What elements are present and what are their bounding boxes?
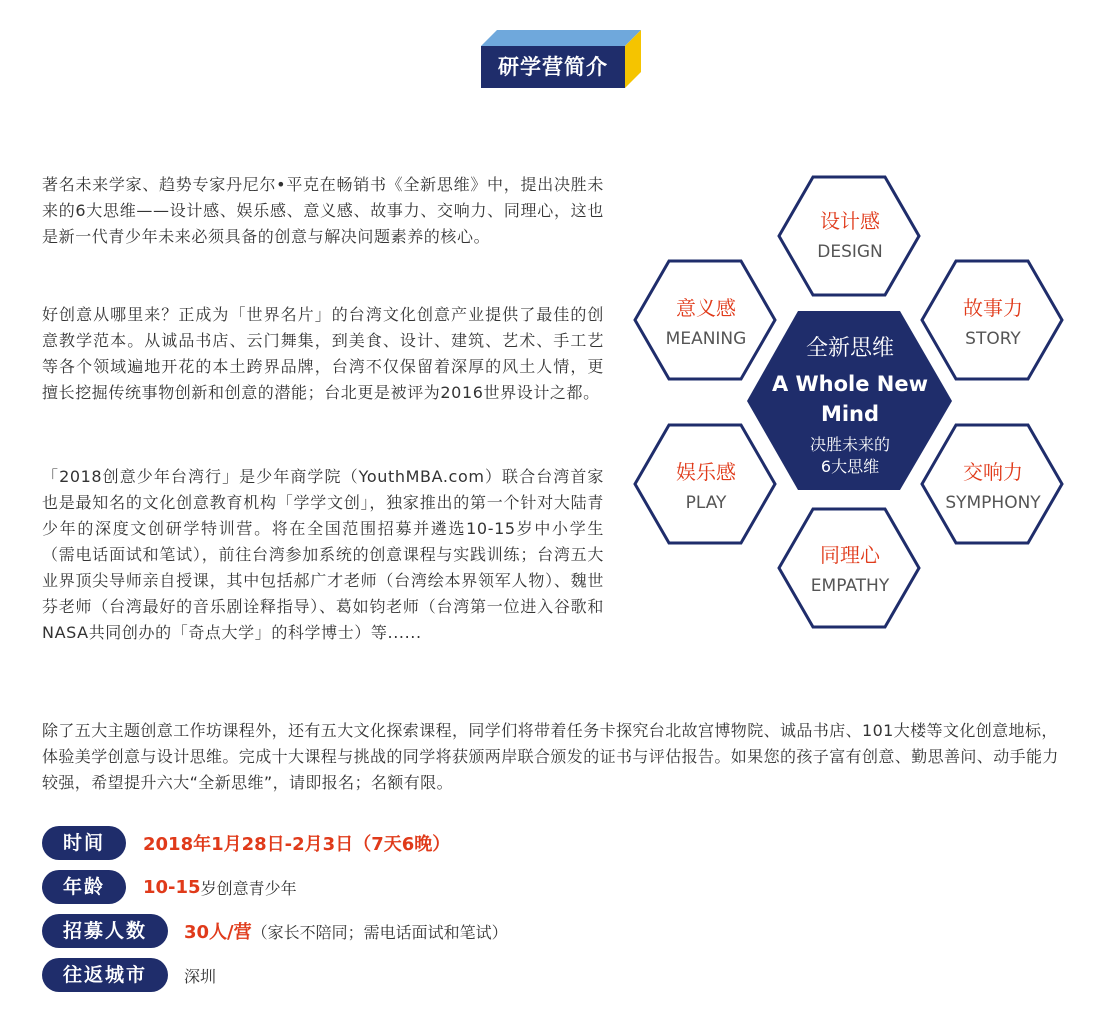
story-en-label: STORY: [965, 329, 1021, 349]
intro-paragraph-1: 著名未来学家、趋势专家丹尼尔•平克在畅销书《全新思维》中，提出决胜未来的6大思维——设计感、娱乐感、意义感、故事力、交响力、同理心，这也是新一代青少年未来必须具备的创意与解决问题素养的核心。: [42, 175, 604, 246]
info-row-city: [42, 958, 216, 992]
symphony-en-label: SYMPHONY: [945, 493, 1041, 513]
info-row-enrollment: [42, 914, 508, 948]
city-label-pill: 往返城市: [42, 958, 168, 992]
page-title: 研学营简介: [481, 46, 625, 88]
design-cn-label: 设计感: [820, 209, 880, 233]
whole-new-mind-diagram: [630, 170, 1070, 640]
time-value: 2018年1月28日-2月3日（7天6晚）: [143, 834, 451, 855]
center-en-line-1: A Whole New: [771, 372, 929, 396]
meaning-en-label: MEANING: [665, 329, 747, 349]
hex-play: [635, 425, 775, 543]
intro-paragraph-2: 好创意从哪里来？正成为「世界名片」的台湾文化创意产业提供了最佳的创意教学范本。从诚品书店、云门舞集，到美食、设计、建筑、艺术、手工艺等各个领域遍地开花的本土跨界品牌，台湾不仅保留着深厚的风土人情，更擅长挖掘传统事物创新和创意的潜能；台北更是被评为2016世界设计之都。: [42, 305, 604, 402]
intro-paragraph-4: 除了五大主题创意工作坊课程外，还有五大文化探索课程，同学们将带着任务卡探究台北故宫博物院、诚品书店、101大楼等文化创意地标，体验美学创意与设计思维。完成十大课程与挑战的同学将获颁两岸联合颁发的证书与评估报告。如果您的孩子富有创意、勤思善问、动手能力较强，希望提升六大“全新思维”，请即报名；名额有限。: [42, 721, 1059, 792]
time-label-pill: 时间: [42, 826, 126, 860]
info-row-age: [42, 870, 297, 904]
city-value: 深圳: [184, 966, 217, 986]
center-en-line-2: Mind: [820, 402, 880, 426]
hex-meaning: [635, 261, 775, 379]
hex-story: [922, 261, 1062, 379]
center-cn-title: 全新思维: [805, 336, 895, 361]
center-sub-line-2: 6大思维: [820, 457, 880, 476]
empathy-cn-label: 同理心: [820, 543, 880, 567]
hex-empathy: [779, 509, 919, 627]
age-note: 岁创意青少年: [200, 878, 297, 898]
hex-design: [779, 177, 919, 295]
meaning-cn-label: 意义感: [676, 296, 736, 320]
play-cn-label: 娱乐感: [676, 460, 736, 484]
design-en-label: DESIGN: [817, 242, 883, 262]
age-value: 10-15: [143, 876, 201, 898]
story-cn-label: 故事力: [963, 296, 1023, 320]
intro-paragraph-3: 「2018创意少年台湾行」是少年商学院（YouthMBA.com）联合台湾首家也是最知名的文化创意教育机构「学学文创」，独家推出的第一个针对大陆青少年的深度文创研学特训营。将在全国范围招募并遴选10-15岁中小学生（需电话面试和笔试），前往台湾参加系统的创意课程与实践训练；台湾五大业界顶尖导师亲自授课，其中包括郝广才老师（台湾绘本界领军人物）、魏世芬老师（台湾最好的音乐剧诠释指导）、葛如钧老师（台湾第一位进入谷歌和NASA共同创办的「奇点大学」的科学博士）等......: [42, 467, 604, 642]
enrollment-note: （家长不陪同；需电话面试和笔试）: [251, 922, 508, 942]
enrollment-value: 30人/营: [184, 922, 252, 943]
age-label-pill: 年龄: [42, 870, 126, 904]
play-en-label: PLAY: [685, 493, 727, 513]
enrollment-label-pill: 招募人数: [42, 914, 168, 948]
symphony-cn-label: 交响力: [963, 460, 1023, 484]
section-title-badge: [481, 30, 643, 90]
info-row-time: [42, 826, 450, 860]
empathy-en-label: EMPATHY: [810, 576, 890, 596]
center-sub-line-1: 决胜未来的: [809, 435, 891, 454]
hex-symphony: [922, 425, 1062, 543]
